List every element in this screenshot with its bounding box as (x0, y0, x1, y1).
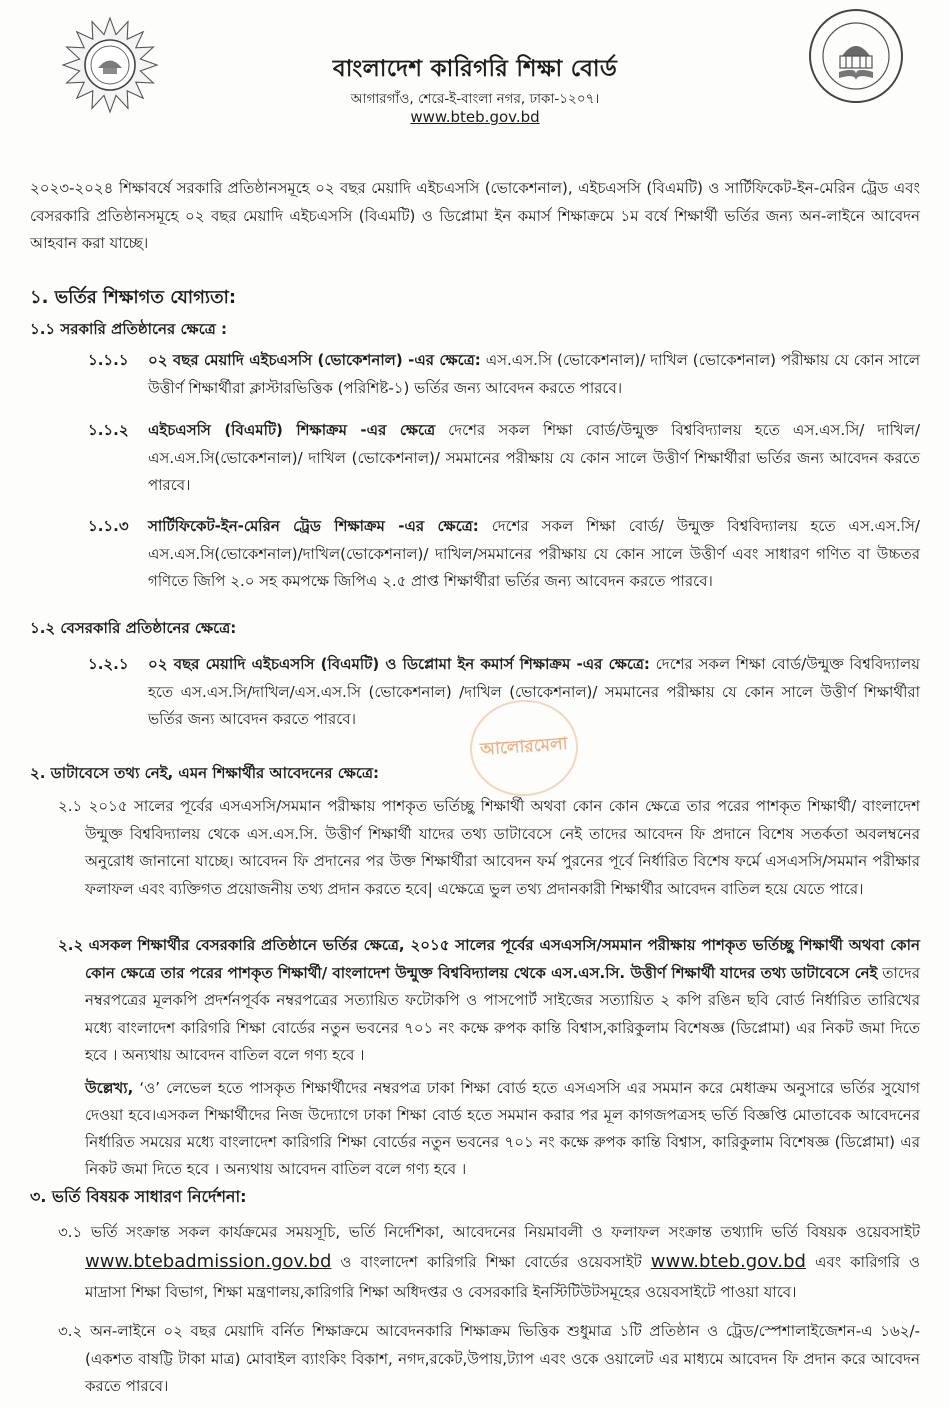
section-1-2-heading: ১.২ বেসরকারি প্রতিষ্ঠানের ক্ষেত্রে: (30, 619, 237, 637)
item-title: ০২ বছর মেয়াদি এইচএসসি (বিএমটি) ও ডিপ্লোমা ইন কমার্স শিক্ষাক্রম -এর ক্ষেত্রে: (148, 655, 650, 673)
item-3-2 (58, 1318, 920, 1401)
intro-paragraph: ২০২৩-২০২৪ শিক্ষাবর্ষে সরকারি প্রতিষ্ঠানসমূহে ০২ বছর মেয়াদি এইচএসসি (ভোকেশনাল), এইচএসসি (বিএমটি) ও সার্টিফিকেট-ইন-মেরিন ট্রেড এবং বেসরকারি প্রতিষ্ঠানসমূহে ০২ বছর মেয়াদি এইচএসসি (বিএমটি) ও ডিপ্লোমা ইন কমার্স শিক্ষাক্রমে ১ম বর্ষে শিক্ষার্থী ভর্তির জন্য অন-লাইনে আবেদন আহবান করা যাচ্ছে। (30, 179, 920, 252)
bteb-website-link[interactable]: www.bteb.gov.bd (650, 1251, 806, 1272)
item-number: ৩.১ (58, 1223, 83, 1241)
watermark-text: আলোরমেলা (479, 733, 569, 761)
section-3-heading: ৩. ভর্তি বিষয়ক সাধারণ নির্দেশনা: (30, 1187, 247, 1206)
item-body: অন-লাইনে ০২ বছর মেয়াদি বর্নিত শিক্ষাক্রমে আবেদনকারি শিক্ষাক্রম ভিত্তিক শুধুমাত্র ১টি প্রতিষ্ঠান ও ট্রেড/স্পেশালাইজেশন-এ ১৬২/- (একশত বাষট্টি টাকা মাত্র) মোবাইল ব্যাংকিং বিকাশ, নগদ,রকেট,উপায়,ট্যাপ এবং ওকে ওয়ালেট এর মাধ্যমে আবেদন ফি প্রদান করে আবেদন করতে পারবে। (85, 1322, 920, 1395)
item-body: দেশের সকল শিক্ষা বোর্ড/উন্মুক্ত বিশ্ববিদ্যালয় হতে এস.এস.সি/ দাখিল/ এস.এস.সি(ভোকেশনাল)/ দাখিল (ভোকেশনাল)/ সমমানের পরীক্ষায় যে কোন সালে উত্তীর্ণ শিক্ষার্থীরা ভর্তির জন্য আবেদন করতে পারবে। (148, 421, 920, 494)
admission-website-link[interactable]: www.btebadmission.gov.bd (85, 1251, 332, 1272)
note-body: ‘ও’ লেভেল হতে পাসকৃত শিক্ষার্থীদের নম্বরপত্র ঢাকা শিক্ষা বোর্ড হতে এসএসসি এর সমমান করে মেধাক্রম অনুসারে ভর্তির সুযোগ দেওয়া হবে।এসকল শিক্ষার্থীদের নিজ উদ্যোগে ঢাকা শিক্ষা বোর্ড হতে সমমান করার পর মূল কাগজপত্রসহ ভর্তি বিজ্ঞপ্তি মোতাবেক আবেদনের নির্ধারিত সময়ের মধ্যে বাংলাদেশ কারিগরি শিক্ষা বোর্ডের নতুন ভবনের ৭০১ নং কক্ষে রুপক কান্তি বিশ্বাস, কারিকুলাম বিশেষজ্ঞ (ডিপ্লোমা) এর নিকট জমা দিতে হবে । অন্যথায় আবেদন বাতিল বলে গণ্য হবে । (85, 1079, 921, 1178)
item-body: দেশের সকল শিক্ষা বোর্ড/ উন্মুক্ত বিশ্ববিদ্যালয় হতে এস.এস.সি/এস.এস.সি(ভোকেশনাল)/দাখিল(ভোকেশনাল)/ দাখিল/সমমানের পরীক্ষায় যে কোন সালে উত্তীর্ণ এবং সাধারণ গণিত বা উচ্চতর গণিতে জিপি ২.০ সহ কমপক্ষে জিপিএ ২.৫ প্রাপ্ত শিক্ষার্থীরা ভর্তির জন্য আবেদন করতে পারবে। (148, 517, 920, 590)
note-label: উল্লেখ্য, (85, 1079, 134, 1097)
item-body: দেশের সকল শিক্ষা বোর্ড/উন্মুক্ত বিশ্ববিদ্যালয় হতে এস.এস.সি/দাখিল/এস.এস.সি (ভোকেশনাল) /দাখিল (ভোকেশনাল)/ সমমানের পরীক্ষায় যে কোন সালে উত্তীর্ণ শিক্ষার্থীরা ভর্তির জন্য আবেদন করতে পারবে। (148, 655, 920, 728)
item-number: ১.২.১ (88, 655, 129, 673)
item-paragraph (148, 417, 920, 500)
item-number: ১.১.৩ (88, 517, 129, 535)
note-paragraph (85, 1075, 920, 1183)
item-1-1-2 (88, 417, 920, 500)
section-1-1-heading: ১.১ সরকারি প্রতিষ্ঠানের ক্ষেত্রে : (30, 320, 227, 338)
section-2-heading: ২. ডাটাবেসে তথ্য নেই, এমন শিক্ষার্থীর আবেদনের ক্ষেত্রে: (30, 764, 379, 782)
item-number: ১.১.১ (88, 351, 129, 369)
item-body: এস.এস.সি (ভোকেশনাল)/ দাখিল (ভোকেশনাল) পরীক্ষায় যে কোন সালে উত্তীর্ণ শিক্ষার্থীরা ক্লাস্টারভিত্তিক (পরিশিষ্ট-১) ভর্তির জন্য আবেদন করতে পারবে। (148, 351, 920, 397)
item-number: ৩.২ (58, 1322, 83, 1340)
item-2-1 (58, 793, 920, 903)
item-paragraph (148, 513, 920, 596)
item-title: এইচএসসি (বিএমটি) শিক্ষাক্রম -এর ক্ষেত্রে (148, 421, 436, 439)
section-1-heading: ১. ভর্তির শিক্ষাগত যোগ্যতা: (30, 287, 237, 308)
board-address: আগারগাঁও, শেরে-ই-বাংলা নগর, ঢাকা-১২০৭। (350, 91, 600, 107)
item-body: ২০১৫ সালের পূর্বের এসএসসি/সমমান পরীক্ষায় পাশকৃত ভর্তিচ্ছু শিক্ষার্থী অথবা কোন কোন ক্ষেত্রে তার পরের পাশকৃত শিক্ষার্থী/ বাংলাদেশ উন্মুক্ত বিশ্ববিদ্যালয় থেকে এস.এস.সি. উত্তীর্ণ শিক্ষার্থী যাদের তথ্য ডাটাবেসে নেই তাদের আবেদন ফি প্রদানে বিশেষ সতর্কতা অবলম্বনের অনুরোধ জানানো যাচ্ছে। আবেদন ফি প্রদানের পর উক্ত শিক্ষার্থীরা আবেদন ফর্ম পুরনের পূর্বে নির্ধারিত বিশেষ ফর্মে এসএসসি/সমমান পরীক্ষার ফলাফল এবং ব্যক্তিগত প্রয়োজনীয় তথ্য প্রদান করতে হবে| এক্ষেত্রে ভুল তথ্য প্রদানকারী শিক্ষার্থীর আবেদন বাতিল হয়ে যেতে পারে। (85, 797, 920, 898)
item-body-before: ভর্তি সংক্রান্ত সকল কার্যক্রমের সময়সূচি, ভর্তি নির্দেশিকা, আবেদনের নিয়মাবলী ও ফলাফল সংক্রান্ত তথ্যাদি ভর্তি বিষয়ক ওয়েবসাইট (90, 1223, 920, 1241)
item-body: তাদের নম্বরপত্রের মূলকপি প্রদর্শনপূর্বক নম্বরপত্রের সত্যায়িত ফটোকপি ও পাসপোর্ট সাইজের সত্যায়িত ২ কপি রঙিন ছবি বোর্ড নির্ধারিত তারিখের মধ্যে বাংলাদেশ কারিগরি শিক্ষা বোর্ডের নতুন ভবনের ৭০১ নং কক্ষে রুপক কান্তি বিশ্বাস,কারিকুলাম বিশেষজ্ঞ (ডিপ্লোমা) এর নিকট জমা দিতে হবে । অন্যথায় আবেদন বাতিল বলে গণ্য হবে । (85, 963, 920, 1064)
board-title: বাংলাদেশ কারিগরি শিক্ষা বোর্ড (332, 56, 618, 82)
item-number: ২.১ (58, 797, 83, 815)
item-title: এসকল শিক্ষার্থীর বেসরকারি প্রতিষ্ঠানে ভর্তির ক্ষেত্রে, ২০১৫ সালের পূর্বের এসএসসি/সমমান পরীক্ষায় পাশকৃত ভর্তিচ্ছু শিক্ষার্থী অথবা কোন কোন ক্ষেত্রে তার পরের পাশকৃত শিক্ষার্থী/ বাংলাদেশ উন্মুক্ত বিশ্ববিদ্যালয় থেকে এস.এস.সি. উত্তীর্ণ শিক্ষার্থী যাদের তথ্য ডাটাবেসে নেই (85, 936, 920, 982)
item-1-1-1 (88, 347, 920, 402)
item-2-2 (58, 932, 920, 1070)
item-body-mid: ও বাংলাদেশ কারিগরি শিক্ষা বোর্ডের ওয়েবসাইট (340, 1253, 642, 1271)
item-title: ০২ বছর মেয়াদি এইচএসসি (ভোকেশনাল) -এর ক্ষেত্রে: (148, 351, 481, 369)
item-paragraph (148, 347, 920, 402)
board-website-line (0, 108, 950, 126)
item-body-after: এবং কারিগরি ও মাদ্রাসা শিক্ষা বিভাগ, শিক্ষা মন্ত্রণালয়,কারিগরি শিক্ষা অধিদপ্তর ও বেসরকারি ইনস্টিটিউটসমূহের ওয়েবসাইটে পাওয়া যাবে। (85, 1253, 920, 1301)
board-website-link[interactable]: www.bteb.gov.bd (410, 108, 540, 126)
item-title: সার্টিফিকেট-ইন-মেরিন ট্রেড শিক্ষাক্রম -এর ক্ষেত্রে: (148, 517, 479, 535)
item-number: ১.১.২ (88, 421, 129, 439)
item-3-1 (58, 1217, 920, 1307)
item-1-1-3 (88, 513, 920, 596)
item-number: ২.২ (58, 936, 84, 954)
